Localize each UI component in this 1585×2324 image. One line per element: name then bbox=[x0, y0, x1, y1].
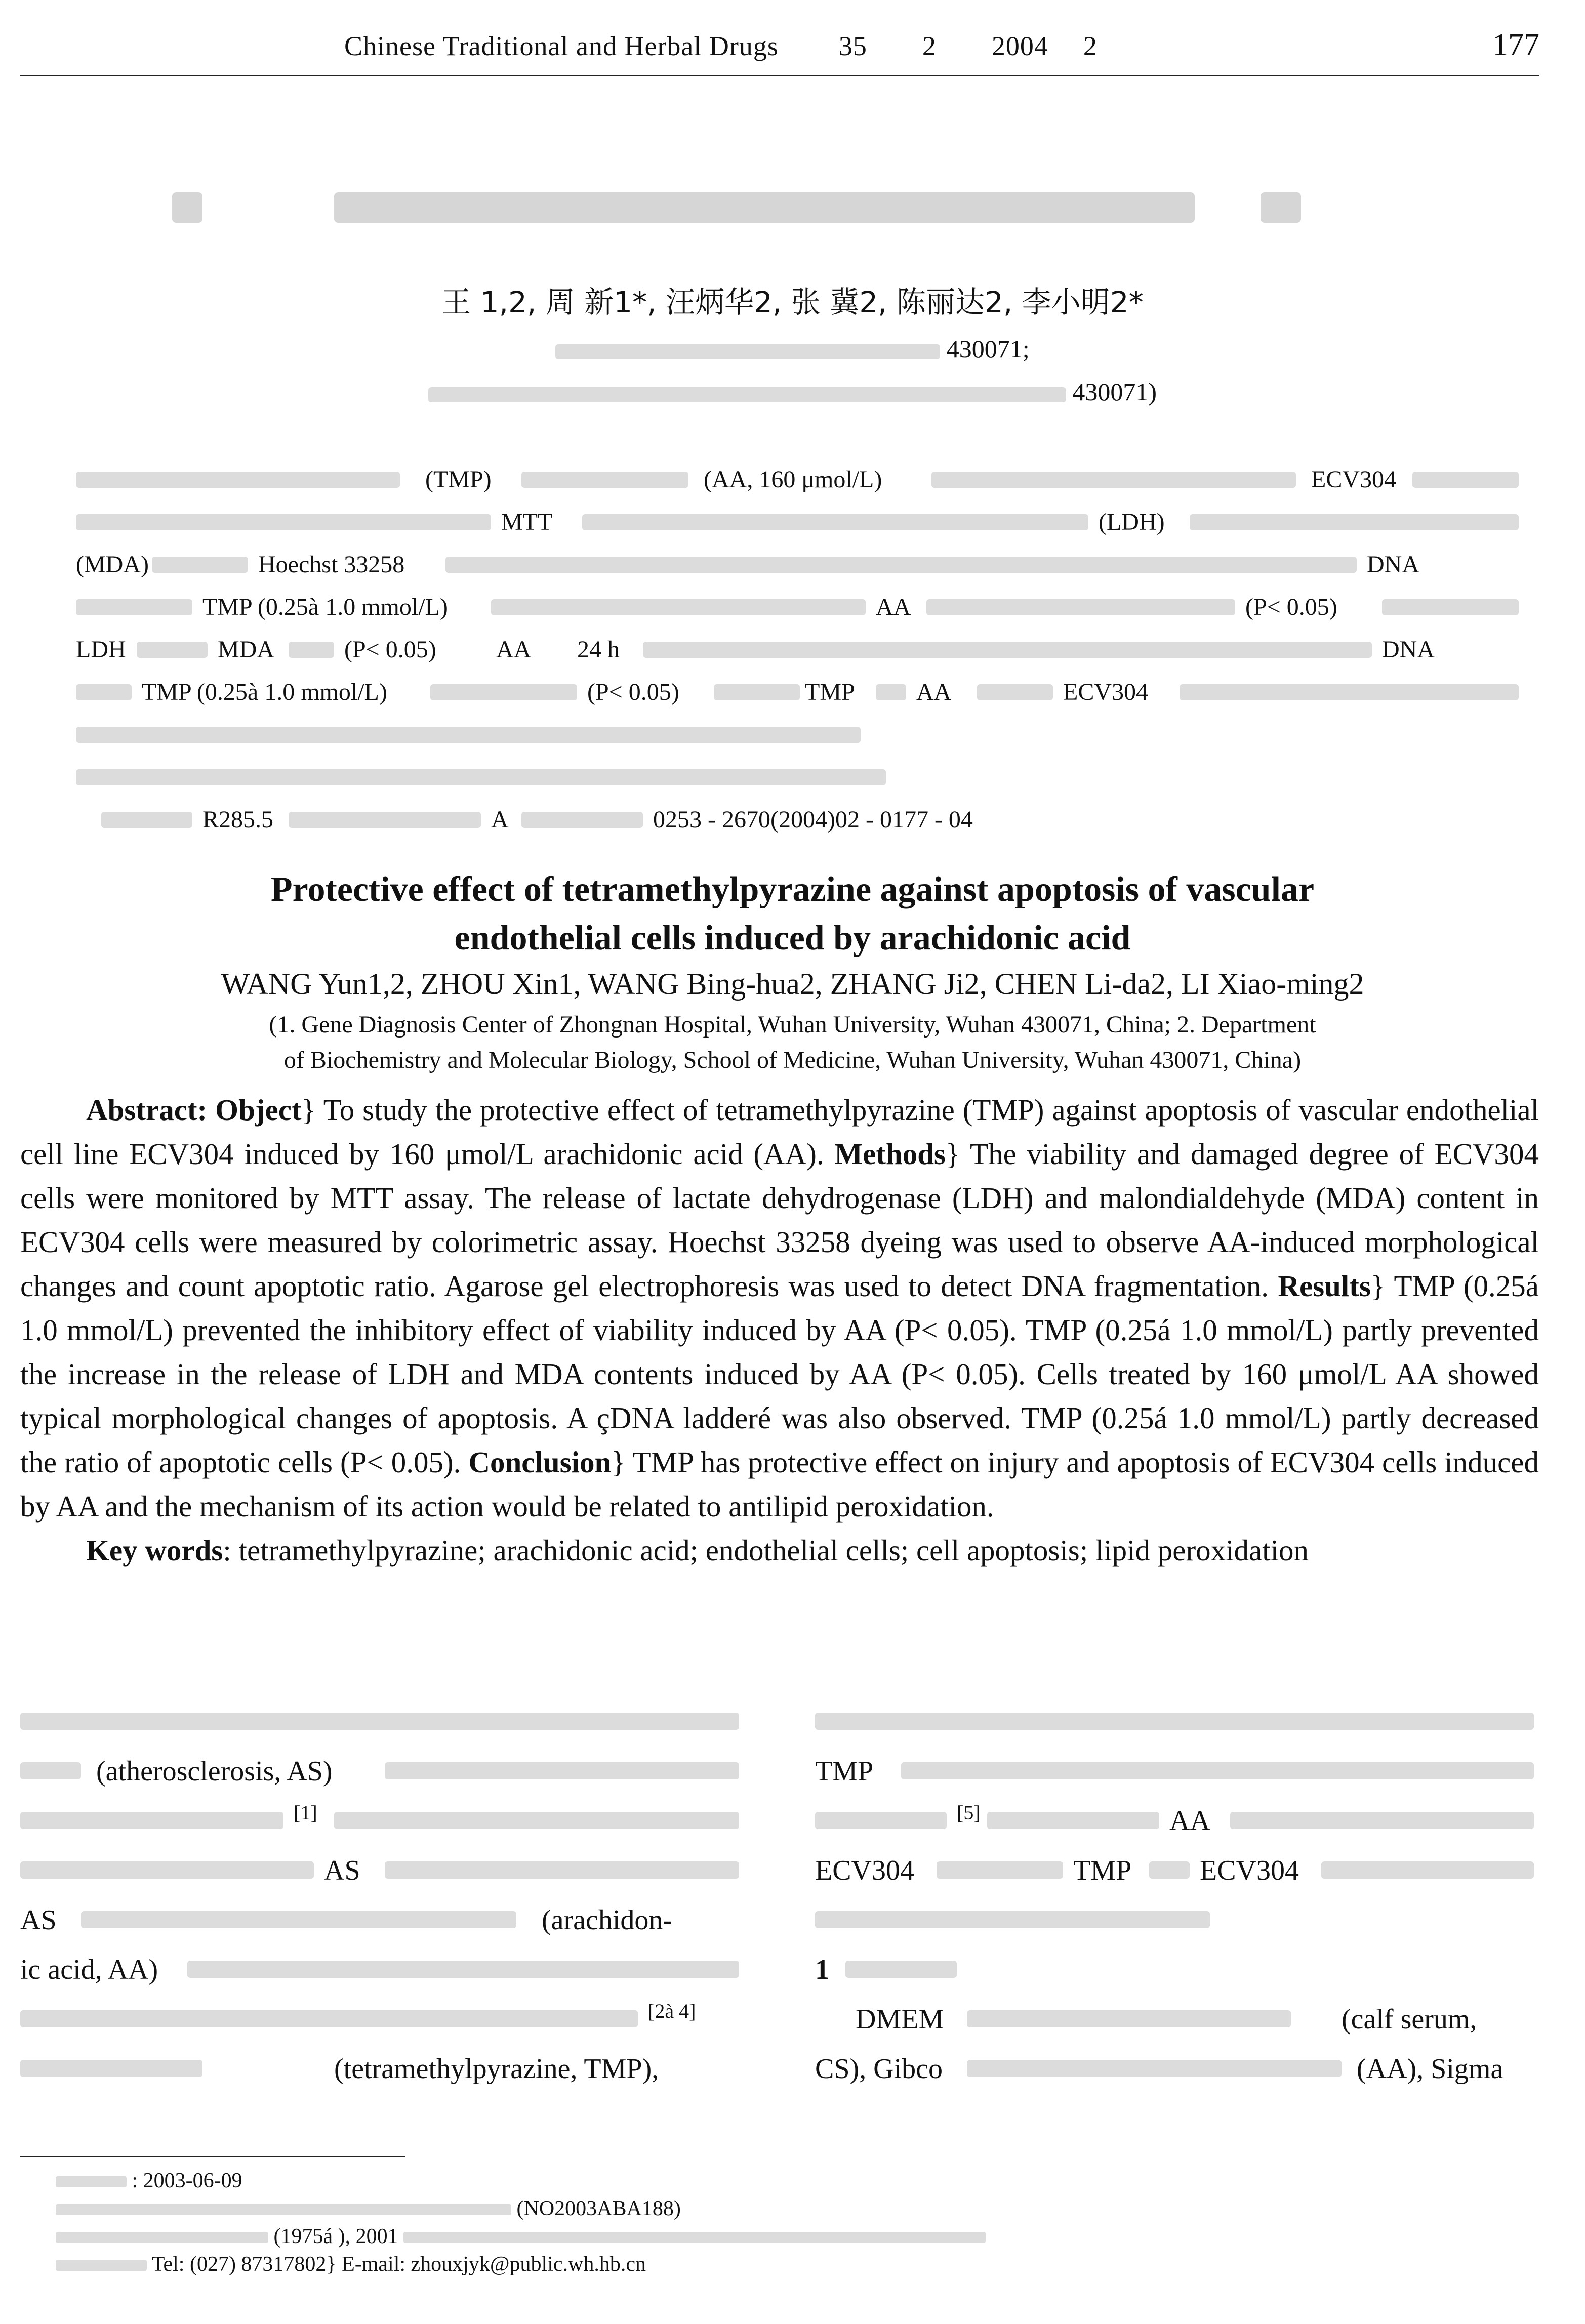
chinese-title bbox=[172, 167, 1387, 238]
running-header bbox=[0, 30, 1585, 76]
chinese-abstract: (TMP) (AA, 160 μmol/L) ECV304 MTT (LDH) (MDA) Hoechst 33258 DNA TMP (0.25à 1.0 mmol/L) AA (P< 0.05) LDH MDA (P< 0.05) AA 24 h DNA TMP (0.25à 1.0 mmol/L) (P< 0.05) TMP AA ECV304 R285.5 A 0253 - 2670(2004)02 - 0177 - 04 bbox=[76, 466, 1524, 848]
journal-year: 2004 bbox=[991, 31, 1048, 61]
footnote-rule bbox=[20, 2156, 405, 2157]
keywords-label: Key words bbox=[86, 1533, 223, 1567]
object-label: Object bbox=[215, 1093, 302, 1127]
abstract-label: Abstract: bbox=[86, 1093, 208, 1127]
english-title-line-2: endothelial cells induced by arachidonic acid bbox=[454, 919, 1131, 958]
english-abstract bbox=[20, 1088, 1539, 1572]
footnote-received: : 2003-06-09 bbox=[56, 2169, 242, 2193]
header-rule bbox=[20, 75, 1539, 76]
object-text: To study the protective effect of tetramethylpyrazine (TMP) against apoptosis of vascular endothelial cell line ECV304 induced by 160 μmol/L arachidonic acid (AA). bbox=[20, 1093, 1539, 1171]
abstract-paragraph: Abstract: Object} To study the protective effect of tetramethylpyrazine (TMP) against apoptosis of vascular endothelial cell line ECV304 induced by 160 μmol/L arachidonic acid (AA). Methods} The viability and damaged degree of ECV304 cells were monitored by MTT assay. The release of lactate dehydrogenase (LDH) and malondialdehyde (MDA) content in ECV304 cells were measured by colorimetric assay. Hoechst 33258 dyeing was used to observe AA-induced morphological changes and count apoptotic ratio. Agarose gel electrophoresis was used to detect DNA fragmentation. Results} TMP (0.25á 1.0 mmol/L) prevented the inhibitory effect of viability induced by AA (P< 0.05). TMP (0.25á 1.0 mmol/L) partly prevented the increase in the release of LDH and MDA contents induced by AA (P< 0.05). Cells treated by 160 μmol/L AA showed typical morphological changes of apoptosis. A çDNA ladderé was also observed. TMP (0.25á 1.0 mmol/L) partly decreased the ratio of apoptotic cells (P< 0.05). Conclusion} TMP has protective effect on injury and apoptosis of ECV304 cells induced by AA and the mechanism of its action would be related to antilipid peroxidation. bbox=[20, 1093, 1539, 1523]
journal-issue: 2 bbox=[922, 31, 937, 61]
english-title bbox=[0, 865, 1585, 963]
body-column-right: TMP [5] AA ECV304 TMP ECV304 1 DMEM (calf serum, CS), Gibco (AA), Sigma bbox=[815, 1706, 1534, 2102]
english-title-line-1: Protective effect of tetramethylpyrazine against apoptosis of vascular bbox=[270, 870, 1315, 909]
journal-citation bbox=[344, 30, 1098, 62]
footnote-bio: (1975á ), 2001 bbox=[56, 2224, 986, 2249]
page-number: 177 bbox=[1492, 28, 1539, 62]
conclusion-label: Conclusion bbox=[468, 1445, 612, 1479]
keywords bbox=[20, 1528, 1539, 1572]
footnote-fund: (NO2003ABA188) bbox=[56, 2196, 681, 2221]
chinese-authors: 王 1,2, 周 新1*, 汪炳华2, 张 冀2, 陈丽达2, 李小明2* bbox=[441, 285, 1144, 319]
journal-issue-repeat: 2 bbox=[1083, 31, 1098, 61]
body-column-left: (atherosclerosis, AS) [1] AS AS (arachidon- ic acid, AA) [2à 4] (tetramethylpyrazine, TMP), bbox=[20, 1706, 739, 2102]
chinese-affiliation-1: 430071; bbox=[0, 334, 1585, 363]
conclusion-text: TMP has protective effect on injury and apoptosis of ECV304 cells induced by AA and the mechanism of its action would be related to antilipid peroxidation. bbox=[20, 1445, 1539, 1523]
results-label: Results bbox=[1278, 1269, 1371, 1303]
journal-name: Chinese Traditional and Herbal Drugs bbox=[344, 31, 779, 61]
keywords-text: : tetramethylpyrazine; arachidonic acid; endothelial cells; cell apoptosis; lipid peroxidation bbox=[223, 1533, 1309, 1567]
methods-text: The viability and damaged degree of ECV304 cells were monitored by MTT assay. The release of lactate dehydrogenase (LDH) and malondialdehyde (MDA) content in ECV304 cells were measured by colorimetric assay. Hoechst 33258 dyeing was used to observe AA-induced morphological changes and count apoptotic ratio. Agarose gel electrophoresis was used to detect DNA fragmentation. bbox=[20, 1137, 1539, 1303]
footnote-contact: Tel: (027) 87317802} E-mail: zhouxjyk@public.wh.hb.cn bbox=[56, 2252, 646, 2276]
methods-label: Methods bbox=[834, 1137, 946, 1171]
journal-volume: 35 bbox=[838, 31, 867, 61]
english-affiliation: (1. Gene Diagnosis Center of Zhongnan Hospital, Wuhan University, Wuhan 430071, China; 2. Department of Biochemistry and Molecular Biology, School of Medicine, Wuhan University, Wuhan 430071, China) bbox=[269, 1011, 1316, 1073]
english-authors: WANG Yun1,2, ZHOU Xin1, WANG Bing-hua2, ZHANG Ji2, CHEN Li-da2, LI Xiao-ming2 bbox=[221, 967, 1364, 1001]
results-text: TMP (0.25á 1.0 mmol/L) prevented the inhibitory effect of viability induced by AA (P< 0.05). TMP (0.25á 1.0 mmol/L) partly prevented the increase in the release of LDH and MDA contents induced by AA (P< 0.05). Cells treated by 160 μmol/L AA showed typical morphological changes of apoptosis. A çDNA ladderé was also observed. TMP (0.25á 1.0 mmol/L) partly decreased the ratio of apoptotic cells (P< 0.05). bbox=[20, 1269, 1539, 1479]
chinese-affiliation-2: 430071) bbox=[0, 377, 1585, 406]
